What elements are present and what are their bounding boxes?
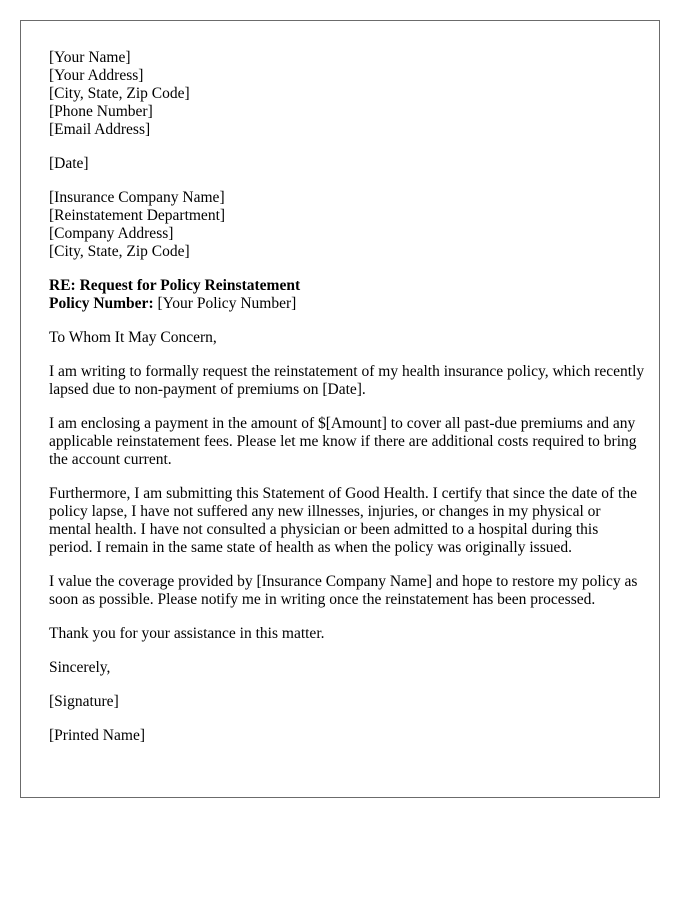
date-block — [49, 155, 645, 173]
salutation: To Whom It May Concern, — [49, 329, 217, 346]
body-paragraph-2: I am enclosing a payment in the amount of $[Amount] to cover all past-due premiums and any applicable reinstatement fees. Please let me know if there are additional costs required to bring the account current. — [49, 415, 637, 468]
signature: [Signature] — [49, 693, 119, 710]
subject-block — [49, 277, 645, 313]
sender-address: [Your Address] — [49, 67, 144, 84]
body-paragraph-3: Furthermore, I am submitting this Statement of Good Health. I certify that since the date of the policy lapse, I have not suffered any new illnesses, injuries, or changes in my physical or mental health. I have not consulted a physician or been admitted to a hospital during this period. I remain in the same state of health as when the policy was originally issued. — [49, 485, 637, 556]
policy-number-line — [49, 295, 645, 313]
subject-re-line: RE: Request for Policy Reinstatement — [49, 277, 301, 294]
recipient-department: [Reinstatement Department] — [49, 207, 226, 224]
recipient-address: [Company Address] — [49, 225, 174, 242]
sender-city-state-zip: [City, State, Zip Code] — [49, 85, 190, 102]
policy-number-label: Policy Number: — [49, 295, 154, 312]
sender-phone: [Phone Number] — [49, 103, 153, 120]
sender-email: [Email Address] — [49, 121, 151, 138]
letter-body — [49, 49, 645, 761]
policy-number-value: [Your Policy Number] — [153, 295, 297, 312]
recipient-city-state-zip: [City, State, Zip Code] — [49, 243, 190, 260]
letter-date: [Date] — [49, 155, 89, 172]
sender-name: [Your Name] — [49, 49, 131, 66]
sender-block — [49, 49, 645, 139]
letter-page — [20, 20, 660, 798]
recipient-company: [Insurance Company Name] — [49, 189, 225, 206]
printed-name: [Printed Name] — [49, 727, 145, 744]
body-paragraph-1: I am writing to formally request the reinstatement of my health insurance policy, which recently lapsed due to non-payment of premiums on [Date]. — [49, 363, 645, 398]
body-paragraph-5: Thank you for your assistance in this matter. — [49, 625, 325, 642]
recipient-block — [49, 189, 645, 261]
body-paragraph-4: I value the coverage provided by [Insurance Company Name] and hope to restore my policy as soon as possible. Please notify me in writing once the reinstatement has been processed. — [49, 573, 638, 608]
closing: Sincerely, — [49, 659, 111, 676]
